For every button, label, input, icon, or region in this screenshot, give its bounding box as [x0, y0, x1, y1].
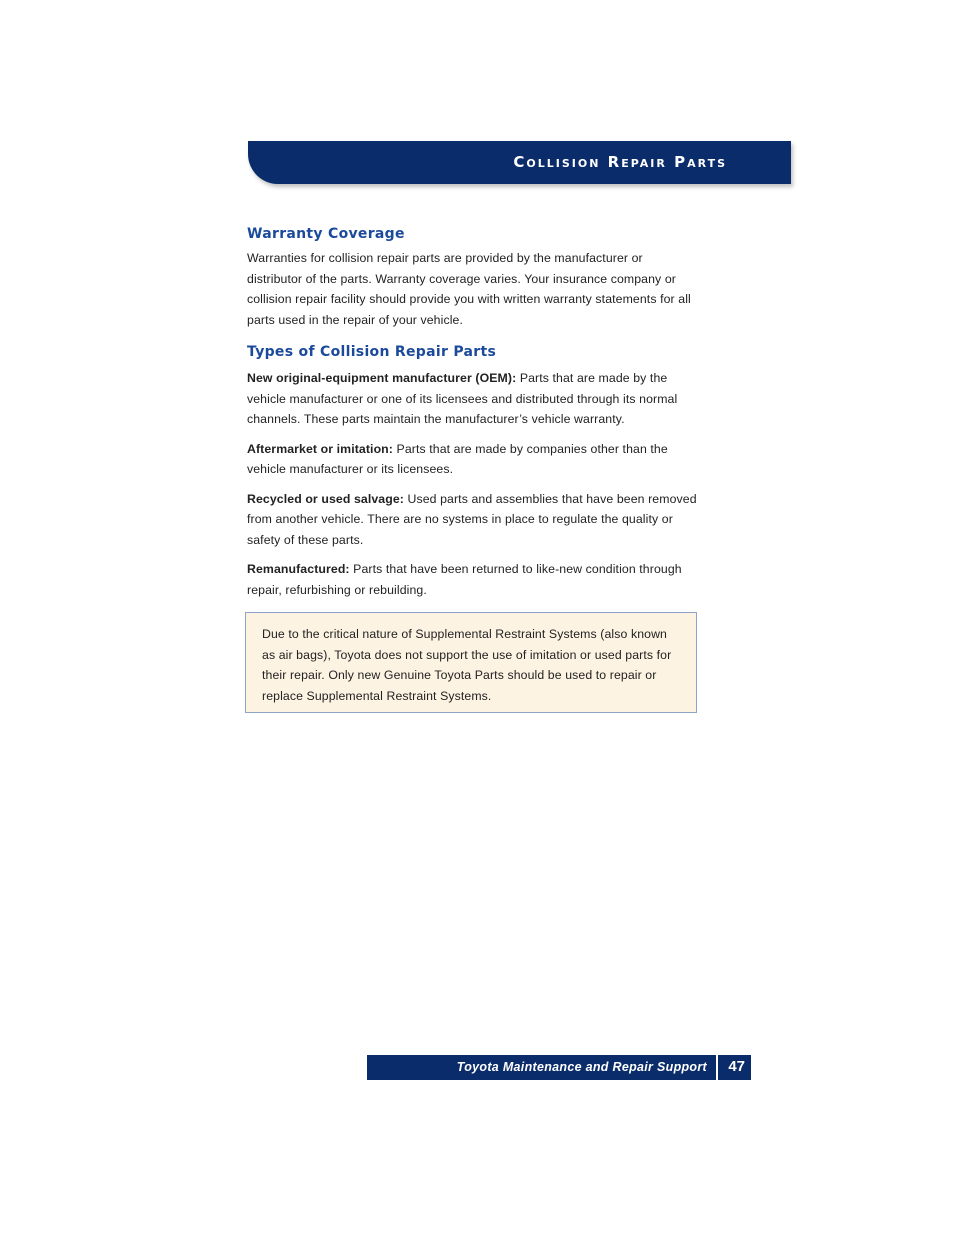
- part-type-term: Recycled or used salvage:: [247, 491, 404, 506]
- part-type-oem: [247, 368, 697, 430]
- part-type-recycled: [247, 489, 697, 551]
- footer-divider: [716, 1055, 718, 1080]
- part-type-aftermarket: [247, 439, 697, 480]
- airbag-note-box: [245, 612, 697, 713]
- airbag-note-text: Due to the critical nature of Supplemental Restraint Systems (also known as air bags), Toyota does not support the use of imitation or used parts for their repair. Only new Genuine Toyota Parts should be used to repair or replace Supplemental Restraint Systems.: [262, 627, 672, 703]
- warranty-heading: Warranty Coverage: [247, 226, 405, 242]
- part-type-term: New original-equipment manufacturer (OEM):: [247, 371, 517, 385]
- section-header-bar: [248, 141, 791, 184]
- part-type-term: Aftermarket or imitation:: [247, 441, 393, 456]
- section-title: Collision Repair Parts: [513, 153, 727, 171]
- main-content: [247, 224, 697, 609]
- part-type-remanufactured: [247, 559, 697, 600]
- page-number: 47: [728, 1058, 745, 1075]
- warranty-paragraph: Warranties for collision repair parts are provided by the manufacturer or distributor of the parts. Warranty coverage varies. Your insurance company or collision repair facility should provide you with written warranty statements for all parts used in the repair of your vehicle.: [247, 251, 691, 327]
- footer-bar: [367, 1055, 751, 1080]
- part-type-term: Remanufactured:: [247, 562, 350, 576]
- footer-title: Toyota Maintenance and Repair Support: [456, 1060, 707, 1074]
- part-type-description: Parts that are made by companies other than the vehicle manufacturer or its licensees.: [247, 441, 668, 476]
- types-heading: Types of Collision Repair Parts: [247, 344, 497, 360]
- part-type-description: Used parts and assemblies that have been removed from another vehicle. There are no systems in place to regulate the quality or safety of these parts.: [247, 491, 697, 547]
- part-type-description: Parts that are made by the vehicle manufacturer or one of its licensees and distributed through its normal channels. These parts maintain the manufacturer’s vehicle warranty.: [247, 371, 678, 426]
- part-type-description: Parts that have been returned to like-new condition through repair, refurbishing or rebuilding.: [247, 562, 682, 597]
